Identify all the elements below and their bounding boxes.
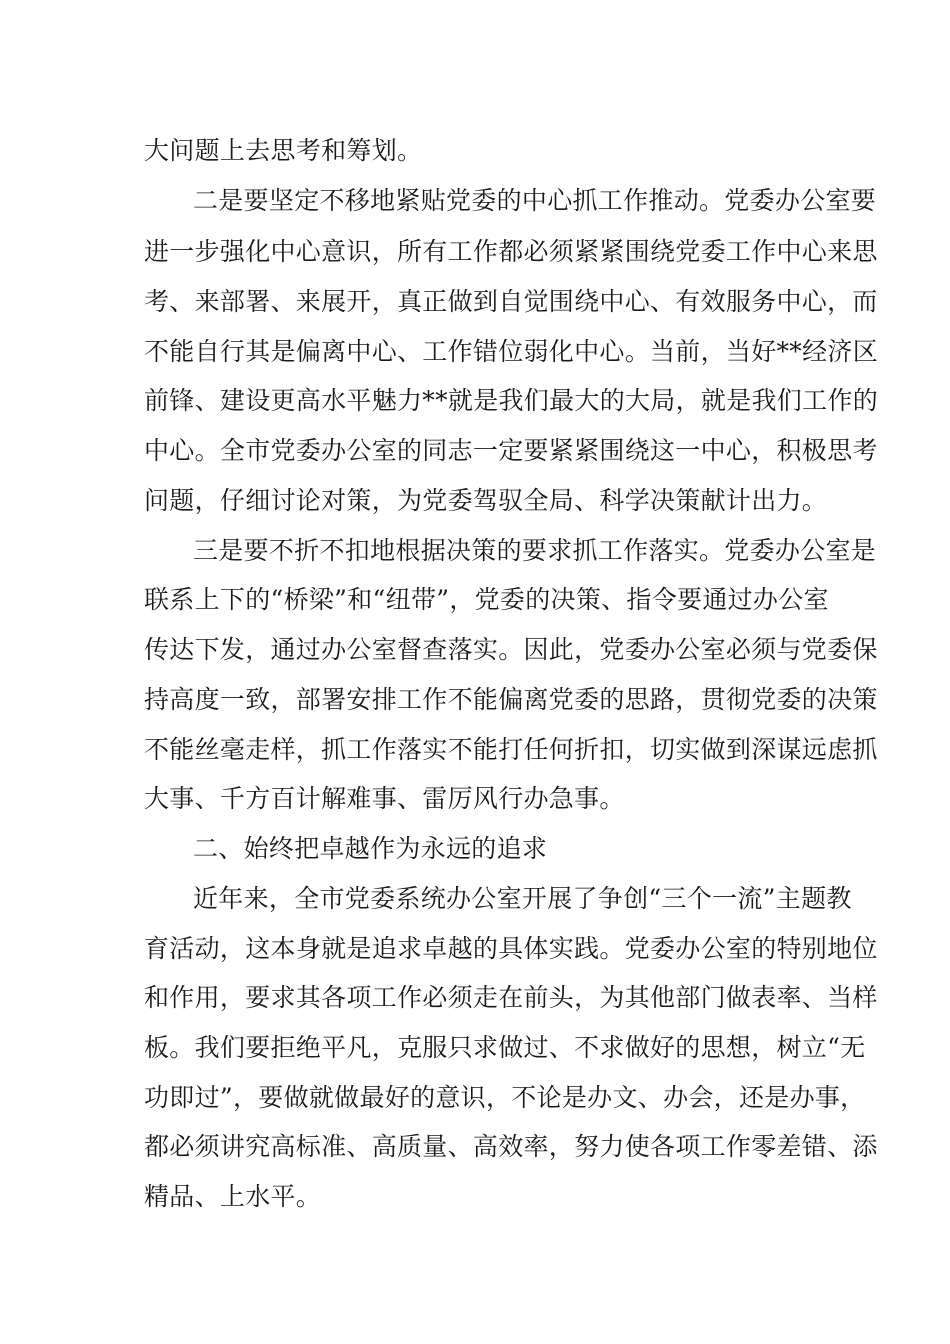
text-line: 联系上下的“桥梁”和“纽带”，党委的决策、指令要通过办公室 <box>144 585 829 614</box>
text-line: 和作用，要求其各项工作必须走在前头，为其他部门做表率、当样 <box>144 983 878 1012</box>
text-line: 精品、上水平。 <box>144 1182 322 1211</box>
text-line: 不能自行其是偏离中心、工作错位弱化中心。当前，当好**经济区 <box>144 337 879 366</box>
text-line: 传达下发，通过办公室督查落实。因此，党委办公室必须与党委保 <box>144 635 878 664</box>
text-line: 都必须讲究高标准、高质量、高效率，努力使各项工作零差错、添 <box>144 1132 878 1161</box>
paragraph-first-line: 近年来，全市党委系统办公室开展了争创“三个一流”主题教 <box>193 884 852 913</box>
section-heading: 二、始终把卓越作为永远的追求 <box>193 834 548 863</box>
text-line: 功即过”，要做就做最好的意识，不论是办文、办会，还是办事， <box>144 1083 866 1112</box>
text-line: 育活动，这本身就是追求卓越的具体实践。党委办公室的特别地位 <box>144 934 878 963</box>
text-line: 问题，仔细讨论对策，为党委驾驭全局、科学决策献计出力。 <box>144 486 828 515</box>
text-line: 持高度一致，部署安排工作不能偏离党委的思路，贯彻党委的决策 <box>144 685 878 714</box>
paragraph-first-line: 三是要不折不扣地根据决策的要求抓工作落实。党委办公室是 <box>193 536 877 565</box>
paragraph-first-line: 二是要坚定不移地紧贴党委的中心抓工作推动。党委办公室要 <box>193 186 877 215</box>
text-line: 大事、千方百计解难事、雷厉风行办急事。 <box>144 784 625 813</box>
text-line: 考、来部署、来展开，真正做到自觉围绕中心、有效服务中心，而 <box>144 287 878 316</box>
text-line: 前锋、建设更高水平魅力**就是我们最大的大局，就是我们工作的 <box>144 386 879 415</box>
text-line: 进一步强化中心意识，所有工作都必须紧紧围绕党委工作中心来思 <box>144 237 878 266</box>
text-line: 大问题上去思考和筹划。 <box>144 136 423 165</box>
text-line: 板。我们要拒绝平凡，克服只求做过、不求做好的思想，树立“无 <box>144 1033 866 1062</box>
text-line: 不能丝毫走样，抓工作落实不能打任何折扣，切实做到深谋远虑抓 <box>144 735 878 764</box>
text-line: 中心。全市党委办公室的同志一定要紧紧围绕这一中心，积极思考 <box>144 436 878 465</box>
